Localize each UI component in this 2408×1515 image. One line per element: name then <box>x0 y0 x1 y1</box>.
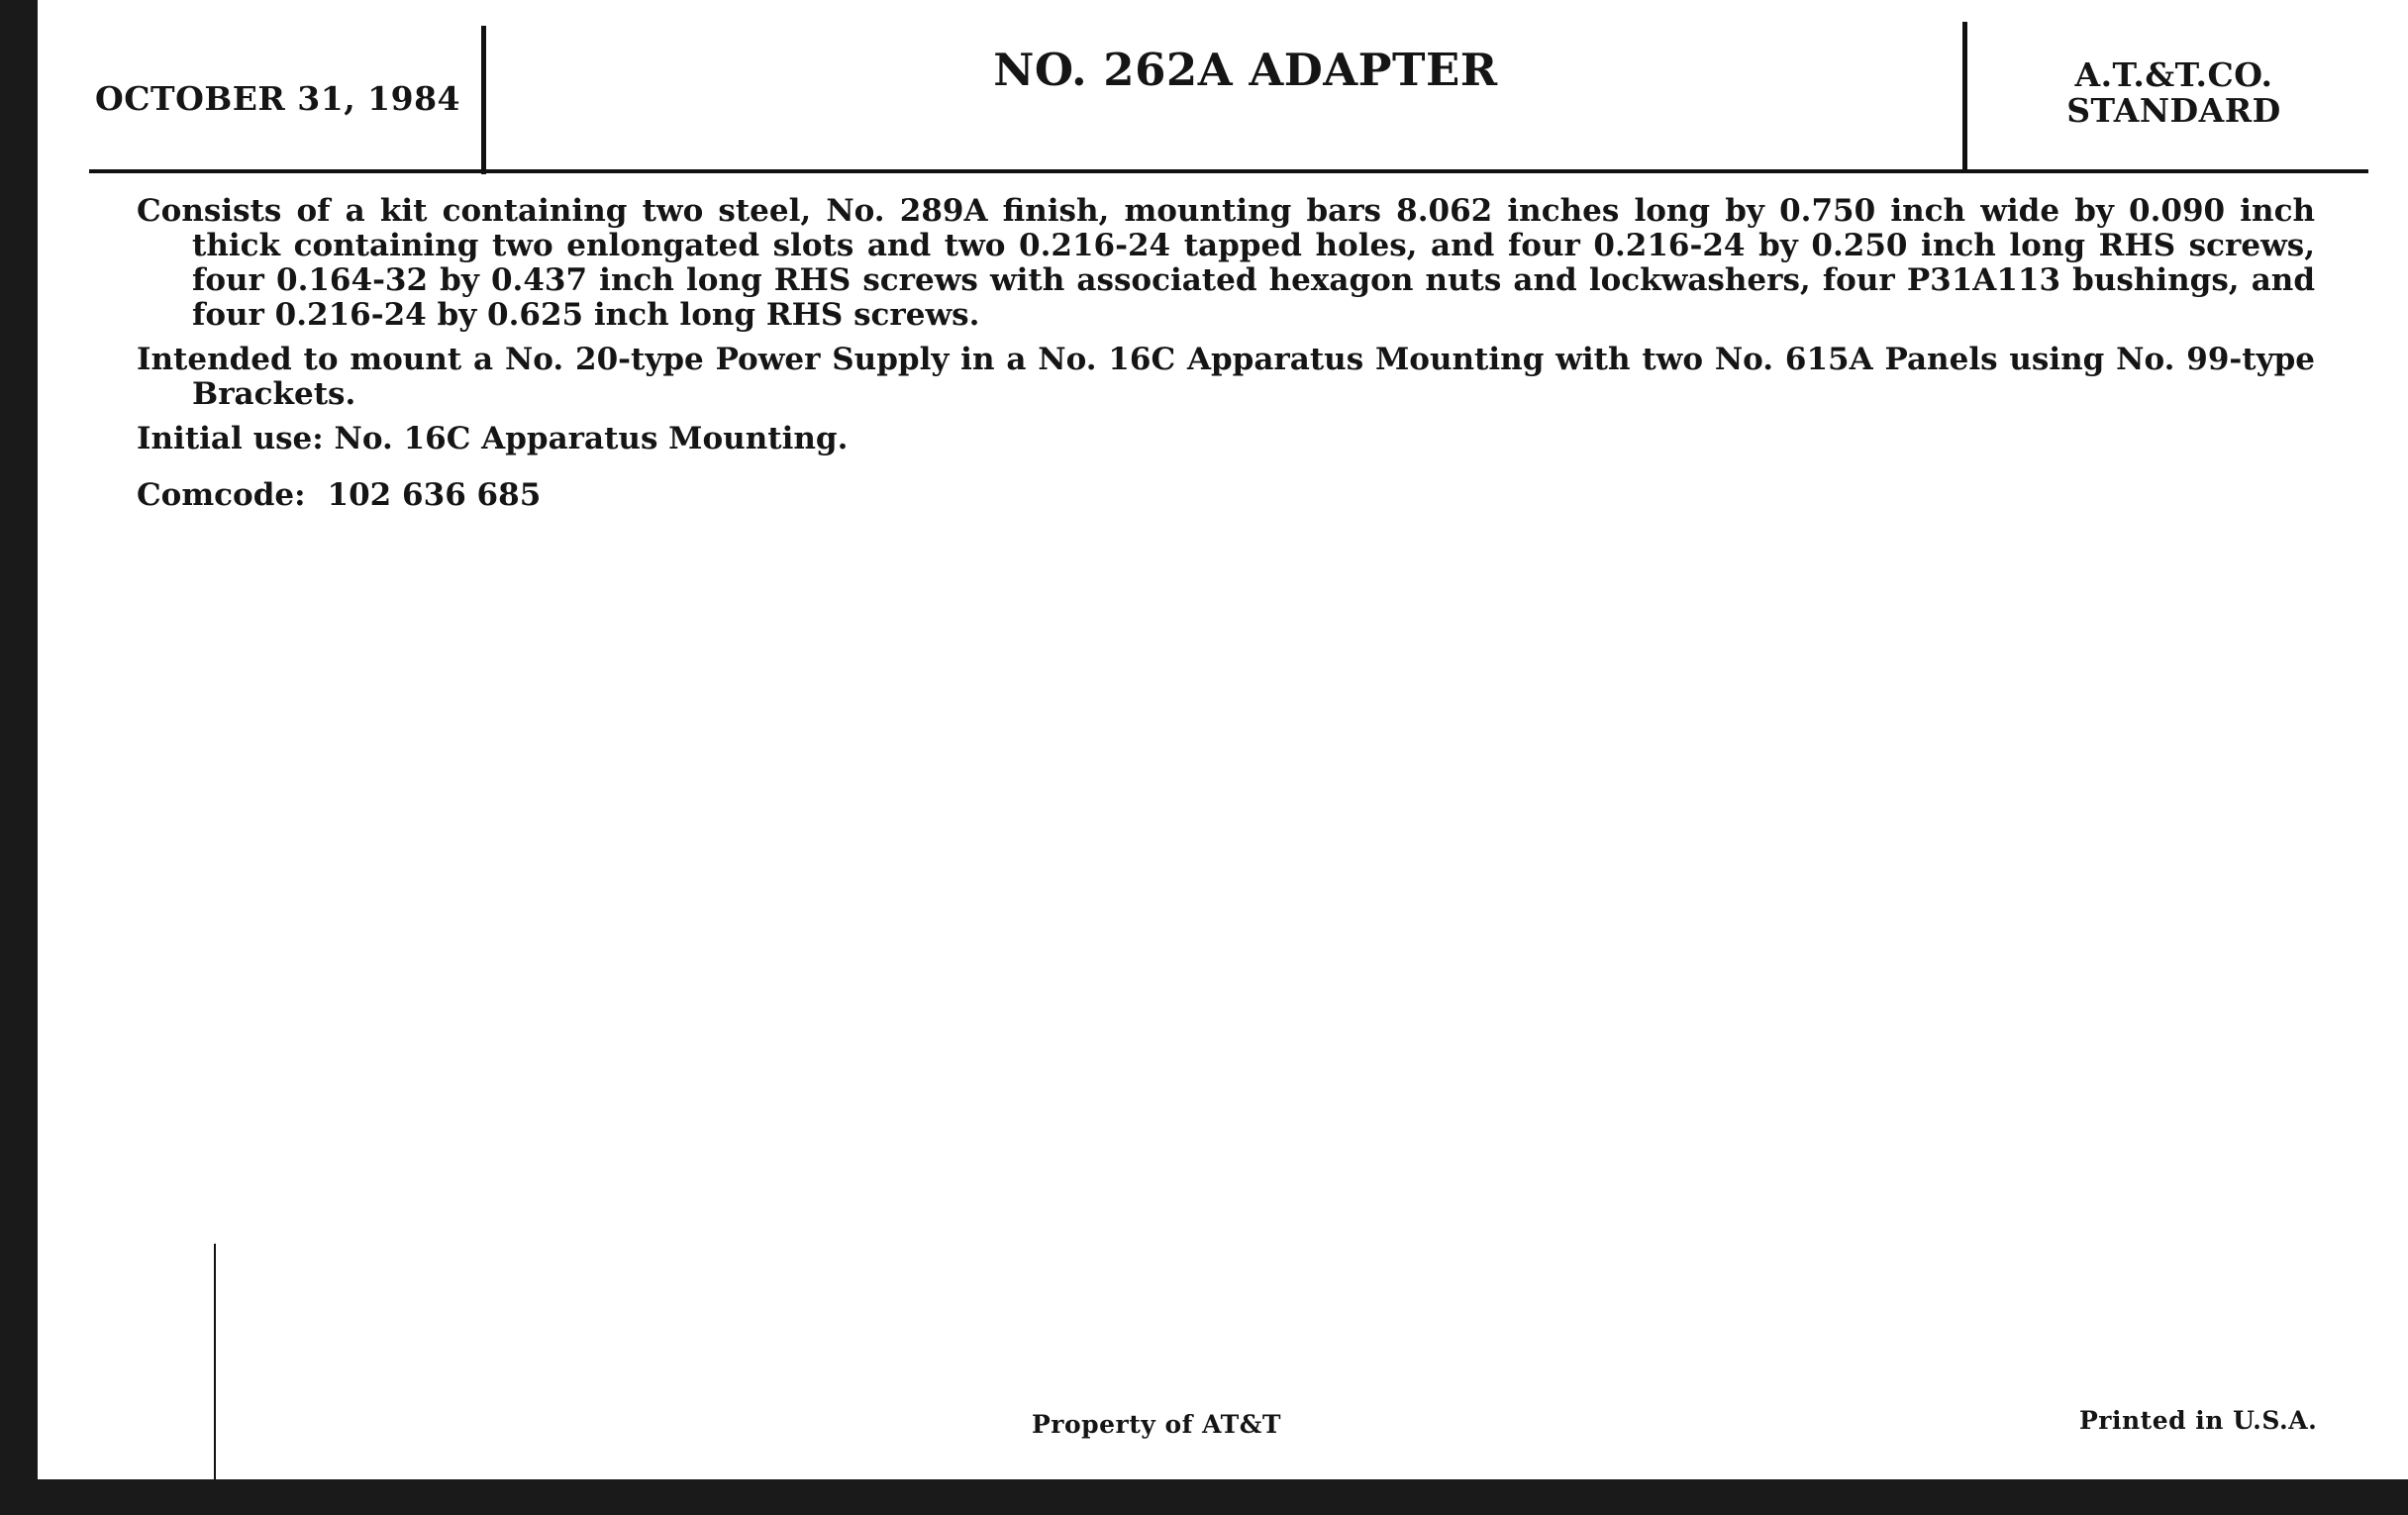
standard-line-1: A.T.&T.CO. <box>2074 55 2273 94</box>
comcode-label: Comcode: <box>137 477 306 513</box>
document-date: OCTOBER 31, 1984 <box>95 79 461 118</box>
comcode-line <box>137 478 2315 513</box>
description-paragraph: Consists of a kit containing two steel, No. 289A finish, mounting bars 8.062 inches long by 0.750 inch wide by 0.090 inch thick containing two enlongated slots and two 0.216-24 tapped holes, and four 0.216-24 by 0.250 inch long RHS screws, four 0.164-32 by 0.437 inch long RHS screws with associated hexagon nuts and lockwashers, four P31A113 bushings, and four 0.216-24 by 0.625 inch long RHS screws. <box>137 193 2315 333</box>
header-rule <box>89 169 2368 173</box>
document-card <box>38 0 2408 1479</box>
comcode-value: 102 636 685 <box>327 477 542 513</box>
footer-property: Property of AT&T <box>1032 1410 1281 1439</box>
footer-printed: Printed in U.S.A. <box>2079 1406 2318 1435</box>
margin-mark-line <box>214 1244 216 1479</box>
initial-use-line: Initial use: No. 16C Apparatus Mounting. <box>137 421 849 456</box>
standard-designation <box>2008 57 2340 129</box>
header-divider-right <box>1962 22 1967 170</box>
document-body <box>137 194 2315 513</box>
document-title: NO. 262A ADAPTER <box>993 44 1498 96</box>
standard-line-2: STANDARD <box>2066 91 2281 130</box>
intended-use-paragraph: Intended to mount a No. 20-type Power Supply in a No. 16C Apparatus Mounting with two No. 615A Panels using No. 99-type Brackets. <box>137 342 2315 412</box>
